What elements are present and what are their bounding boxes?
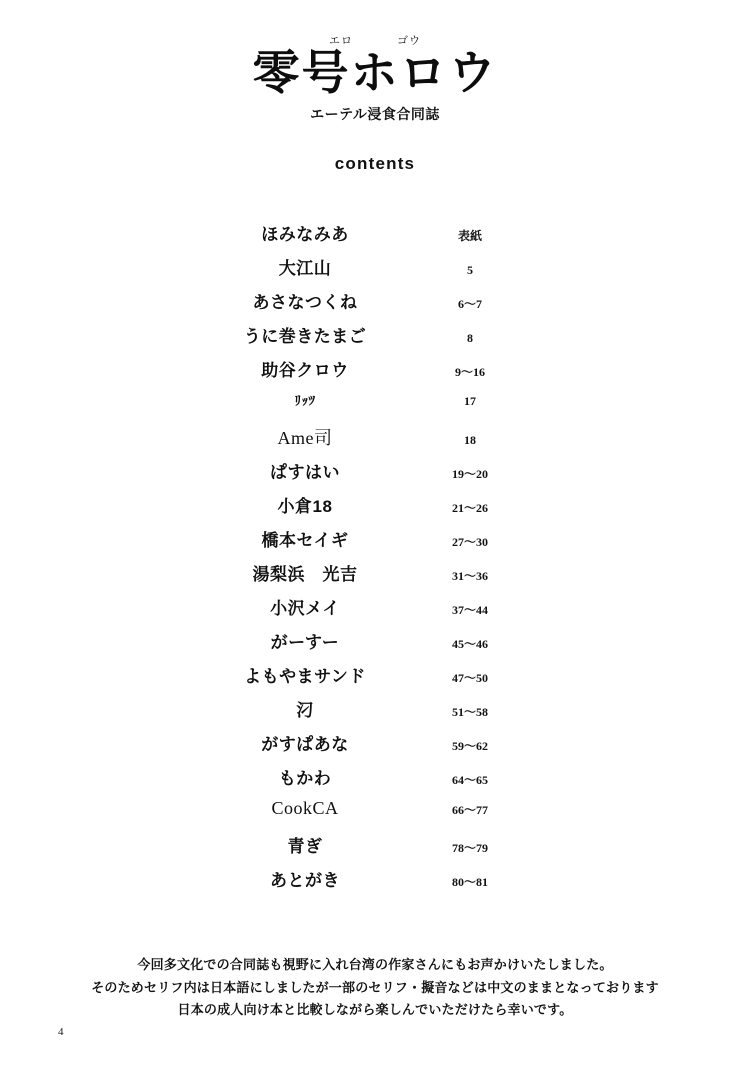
contents-entry-name: 汈: [296, 701, 314, 721]
contents-entry-name: がすぱあな: [261, 735, 349, 755]
list-item: [205, 662, 545, 696]
list-item: [205, 322, 545, 356]
list-item: [205, 866, 545, 900]
contents-heading: contents: [334, 154, 416, 174]
list-item: [205, 696, 545, 730]
footer-note-line: 日本の成人向け本と比較しながら楽しんでいただけたら幸いです。: [177, 1002, 573, 1018]
contents-entry-pages: 47〜50: [451, 671, 488, 686]
contents-entry-name: もかわ: [278, 769, 332, 789]
contents-entry-name: 湯梨浜 光吉: [252, 565, 358, 585]
list-item: [205, 288, 545, 322]
contents-entry-name: うに巻きたまご: [243, 327, 367, 347]
contents-entry-name: ぱすはい: [270, 463, 340, 483]
contents-entry-name: 助谷クロウ: [261, 361, 349, 381]
contents-entry-pages: 31〜36: [451, 569, 488, 584]
list-item: [205, 560, 545, 594]
list-item: [205, 492, 545, 526]
contents-entry-name: よもやまサンド: [244, 667, 366, 687]
list-item: [205, 832, 545, 866]
footer-note-line: そのためセリフ内は日本語にしましたが一部のセリフ・擬音などは中文のままとなっております: [91, 979, 659, 995]
contents-entry-pages: 78〜79: [451, 841, 488, 856]
contents-entry-pages: 表紙: [457, 229, 482, 244]
contents-entry-pages: 37〜44: [451, 603, 488, 618]
contents-entry-pages: 19〜20: [451, 467, 488, 482]
contents-entry-pages: 5: [467, 263, 473, 278]
list-item: [205, 764, 545, 798]
contents-entry-name: ほみなみあ: [261, 225, 349, 245]
table-of-contents: [205, 220, 545, 900]
page-number: 4: [58, 1026, 64, 1038]
contents-entry-name: Ame司: [277, 428, 333, 449]
contents-entry-pages: 66〜77: [451, 803, 488, 818]
contents-entry-pages: 64〜65: [451, 773, 488, 788]
list-item: [205, 526, 545, 560]
contents-entry-pages: 8: [467, 331, 473, 346]
contents-entry-pages: 51〜58: [451, 705, 488, 720]
contents-entry-name: 橋本セイギ: [261, 531, 349, 551]
list-item: [205, 390, 545, 424]
title-block: [0, 0, 750, 174]
contents-entry-pages: 80〜81: [451, 875, 488, 890]
list-item: [205, 628, 545, 662]
contents-entry-name: 青ぎ: [287, 837, 323, 857]
contents-entry-pages: 59〜62: [451, 739, 488, 754]
contents-entry-name: 大江山: [278, 259, 332, 279]
subtitle: エーテル浸食合同誌: [310, 106, 440, 123]
footer-note-line: 今回多文化での合同誌も視野に入れ台湾の作家さんにもお声かけいたしました。: [137, 956, 613, 972]
contents-entry-pages: 6〜7: [457, 297, 482, 312]
list-item: [205, 458, 545, 492]
list-item: [205, 594, 545, 628]
list-item: [205, 798, 545, 832]
contents-entry-name: あさなつくね: [252, 293, 358, 313]
contents-entry-pages: 18: [464, 433, 476, 448]
list-item: [205, 220, 545, 254]
contents-entry-name: 小倉18: [277, 497, 333, 517]
contents-entry-name: 小沢メイ: [270, 599, 340, 619]
ruby-text-1: エロ: [329, 35, 353, 47]
contents-entry-name: CookCA: [271, 798, 339, 819]
contents-entry-pages: 27〜30: [451, 535, 488, 550]
contents-entry-name: ﾘｯﾂ: [294, 393, 316, 409]
contents-entry-name: あとがき: [270, 871, 340, 891]
contents-entry-pages: 45〜46: [451, 637, 488, 652]
footer-note: [0, 954, 750, 1022]
contents-entry-pages: 9〜16: [454, 365, 485, 380]
list-item: [205, 254, 545, 288]
ruby-text-2: ゴウ: [397, 35, 421, 47]
contents-entry-pages: 17: [464, 394, 476, 409]
page-title: 零号ホロウ: [252, 46, 498, 101]
contents-entry-name: がーすー: [270, 633, 340, 653]
list-item: [205, 424, 545, 458]
list-item: [205, 356, 545, 390]
list-item: [205, 730, 545, 764]
contents-entry-pages: 21〜26: [451, 501, 488, 516]
